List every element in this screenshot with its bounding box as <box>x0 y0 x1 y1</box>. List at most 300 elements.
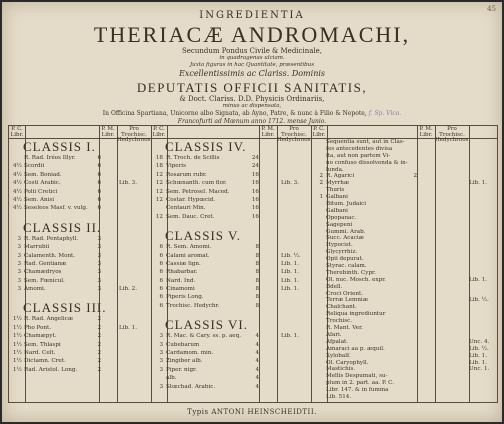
pc-amount: 12 <box>155 213 163 220</box>
table-row <box>315 229 493 236</box>
table-row <box>315 187 493 194</box>
ingredient-name: Afari. <box>326 331 342 338</box>
table-row <box>13 252 153 260</box>
pc-amount: 1½ <box>13 358 22 365</box>
class-heading: CLASSIS III. <box>23 300 107 316</box>
ingredient-name: Chamædryos <box>24 269 62 276</box>
pc-amount: 4½ <box>13 205 22 212</box>
ingredient-name: Trochisc. <box>326 318 353 325</box>
closing-text: Libr. 147. & in fumma <box>326 387 389 394</box>
pc-amount: 12 <box>155 180 163 187</box>
pm-amount: 6 <box>97 188 101 195</box>
ingredient-name: Seseleos Masf. v. vulg. <box>24 205 88 212</box>
ingredient-name: Afpalat. <box>326 338 349 345</box>
pm-amount: 16 <box>251 188 259 195</box>
trochisc-weight: Lib. 2. <box>119 286 137 293</box>
table-row <box>315 346 493 353</box>
pc-amount: 1½ <box>13 341 22 348</box>
header-pm-3: P. M. Libr. <box>419 126 433 138</box>
ingredient-name: Bitum. Judaici <box>326 201 367 208</box>
ingredient-name: Dictamn. Cret. <box>24 358 66 365</box>
pm-amount: 2 <box>97 366 101 373</box>
header-pc-2: P. C. Libr. <box>152 126 166 138</box>
table-row <box>315 325 493 332</box>
header-line-4: in quadragenas ulciam. <box>219 55 285 61</box>
table-row <box>155 162 309 170</box>
pm-amount: 8 <box>255 302 259 309</box>
pc-amount: 6 <box>159 252 163 259</box>
trochisc-weight: Lib. 1. <box>281 333 299 340</box>
class-5-rows <box>155 243 309 310</box>
ingredient-name: R. Agarici <box>326 173 355 180</box>
pc-amount: 3 <box>159 333 163 340</box>
table-row <box>315 353 493 360</box>
table-row <box>155 383 309 391</box>
closing-text: Mellis Despumati, su- <box>326 373 388 380</box>
ingredient-name: Gummi. Arab. <box>326 228 366 235</box>
ingredient-name: R. Troch. de Scillis <box>166 155 220 161</box>
header-line-9: minus ac dispensata, <box>222 103 282 109</box>
pc-amount: 1 <box>319 194 323 201</box>
ingredient-name: Reliqua ingrediuntur <box>326 311 386 318</box>
ingredient-name: Nard. Celt. <box>24 350 56 357</box>
trochisc-weight: Lib. 1. <box>281 260 299 267</box>
table-row <box>315 263 493 270</box>
intro-line <box>315 160 493 167</box>
ingredient-name: Myrrhæ <box>326 180 350 187</box>
class-heading: CLASSIS IV. <box>165 139 247 154</box>
pm-amount: 16 <box>251 171 259 178</box>
table-row <box>155 188 309 196</box>
ingredient-name: R. Sem. Amomi. <box>166 244 212 251</box>
pm-amount: 6 <box>97 155 101 161</box>
table-row <box>155 268 309 276</box>
header-pc-3: P. C. Libr. <box>312 126 326 138</box>
table-row <box>315 222 493 229</box>
ingredient-name: Rhabarbar. <box>166 269 198 276</box>
intro-text: Sequentia sunt, aut in Clas- <box>326 139 405 145</box>
ingredient-name: Sem. Petrosel. Maced. <box>166 188 230 195</box>
side-weight: Lib. 1. <box>469 359 487 366</box>
ingredient-name: Pho Pont. <box>24 324 52 331</box>
pm-amount: 4 <box>255 341 259 348</box>
title-line-1: INGREDIENTIA <box>199 10 305 21</box>
pc-amount: 18 <box>155 155 163 161</box>
class-heading: CLASSIS II. <box>23 219 102 235</box>
ingredient-name: Ol. nuc. Mosch. expr. <box>326 276 386 283</box>
pm-amount: 6 <box>97 171 101 178</box>
trochisc-weight: Lib. 3. <box>281 180 299 187</box>
intro-text: lunda. <box>326 166 344 173</box>
pc-amount: 2 <box>319 180 323 187</box>
table-row <box>13 188 153 196</box>
table-row <box>315 235 493 242</box>
ingredient-name: Zingiber alb. <box>166 358 203 365</box>
table-row <box>13 196 153 204</box>
pc-amount: 3 <box>159 350 163 357</box>
ingredient-name: Calamenth. Mont. <box>24 252 76 259</box>
header-pc-1: P. C. Libr. <box>10 126 24 138</box>
table-row <box>13 285 153 293</box>
pm-amount: 16 <box>251 205 259 212</box>
header-pt-2: Pro Trochisc. Hedychroos. <box>277 126 313 143</box>
class-heading: CLASSIS VI. <box>165 317 249 333</box>
pm-amount: 16 <box>251 180 259 187</box>
table-row <box>13 260 153 268</box>
header-line-6: Excellentissimis ac Clariss. Dominis <box>178 69 326 78</box>
trochisc-weight: Lib. ½. <box>281 252 301 259</box>
pm-amount: 8 <box>255 260 259 267</box>
ingredient-name: R. Mac. & Cary. ss. p. aeq. <box>166 333 241 340</box>
trochisc-weight: Lib. 3. <box>119 180 137 187</box>
pc-amount: 6 <box>159 294 163 301</box>
ingredient-name: R. Rad. Iréos Illyr. <box>24 155 76 161</box>
table-row <box>155 204 309 212</box>
pm-amount: 8 <box>255 244 259 251</box>
ingredient-name: Ol. Caryophyll. <box>326 359 369 366</box>
trochisc-weight: Lib. 1. <box>281 269 299 276</box>
pc-amount: 6 <box>159 277 163 284</box>
pm-amount: 6 <box>97 180 101 187</box>
pm-amount: 6 <box>97 196 101 203</box>
pm-amount: 3 <box>97 260 101 267</box>
class-1-rows <box>13 154 153 213</box>
table-row <box>315 304 493 311</box>
pc-amount: 12 <box>155 188 163 195</box>
ingredient-name: Cassiæ lign. <box>166 260 201 267</box>
handwritten-signature: f. Sp. Vica. <box>368 110 402 117</box>
pc-amount: 3 <box>17 244 21 251</box>
pm-amount: 6 <box>97 163 101 170</box>
title-line-2: THERIACÆ ANDROMACHI, <box>93 22 411 47</box>
intro-line <box>315 167 493 174</box>
pc-amount: 18 <box>155 163 163 170</box>
table-row <box>155 154 309 162</box>
pm-amount: 4 <box>255 333 259 340</box>
table-row <box>315 249 493 256</box>
page-number: 45 <box>487 5 496 13</box>
table-row <box>315 318 493 325</box>
ingredient-name: Piper. nigr. <box>166 366 197 373</box>
table-row <box>155 243 309 251</box>
table-row <box>315 270 493 277</box>
pc-amount: 3 <box>159 358 163 365</box>
pm-amount: 24 <box>251 155 259 161</box>
table-row <box>13 366 153 374</box>
header-pm-1: P. M. Libr. <box>101 126 115 138</box>
pc-amount: 3 <box>17 235 21 242</box>
table-row <box>13 171 153 179</box>
ingredient-name: Croci Orient. <box>326 290 364 297</box>
side-weight: Unc. 4. <box>469 338 490 345</box>
pc-amount: 4½ <box>13 196 22 203</box>
closing-line <box>315 394 493 401</box>
pc-amount: 4½ <box>13 188 22 195</box>
table-row <box>13 235 153 243</box>
ingredient-name: Terræ Lemniæ <box>326 297 368 304</box>
trochisc-weight: Lib. 1. <box>119 324 137 331</box>
pm-amount: 8 <box>255 294 259 301</box>
ingredient-name: Sem. Thlaspi <box>24 341 61 348</box>
ingredient-name: Nard. Ind. <box>166 277 196 284</box>
pm-amount: 4 <box>255 375 259 382</box>
ingredient-name: Sem. Anisi <box>24 196 55 203</box>
pc-amount: 3 <box>159 366 163 373</box>
table-row <box>13 268 153 276</box>
ingredient-name: Opopanac. <box>326 214 357 221</box>
pm-amount: 2 <box>97 358 101 365</box>
pm-amount: 2 <box>97 341 101 348</box>
pm-amount: 8 <box>255 277 259 284</box>
ingredient-name: Marrubii <box>24 244 50 251</box>
pm-amount: 2 <box>413 173 417 180</box>
header-pm-2: P. M. Libr. <box>261 126 275 138</box>
pc-amount: 3 <box>17 277 21 284</box>
intro-line <box>315 146 493 153</box>
table-row <box>315 208 493 215</box>
header-pt-1: Pro Trochisc. Hedychroos. <box>117 126 153 143</box>
table-row <box>155 341 309 349</box>
class-4-rows <box>155 154 309 221</box>
class-heading: CLASSIS I. <box>23 139 96 154</box>
table-row <box>13 243 153 251</box>
ingredient-name: Sem. Boniad. <box>24 171 62 178</box>
pm-amount: 16 <box>251 196 259 203</box>
table-row <box>315 332 493 339</box>
ingredient-name: Costar. Hypœcid. <box>166 196 216 203</box>
table-row <box>155 179 309 187</box>
ingredient-name: Rad. Gentianæ <box>24 260 67 267</box>
intro-line <box>315 153 493 160</box>
table-row <box>13 277 153 285</box>
intro-line <box>315 139 493 146</box>
pm-amount: 3 <box>97 277 101 284</box>
pc-amount: 1½ <box>13 350 22 357</box>
pm-amount: 16 <box>251 213 259 220</box>
ingredient-name: Polii Cretici <box>24 188 58 195</box>
class-3-rows <box>13 315 153 374</box>
pm-amount: 4 <box>255 358 259 365</box>
table-row <box>155 213 309 221</box>
ingredient-name: Costi Arabic. <box>24 180 61 187</box>
ingredient-name: Calami aromat. <box>166 252 210 259</box>
ingredient-name: Cinamomi <box>166 286 195 293</box>
header-pt-3: Pro Trochisc. Hedychroos. <box>435 126 471 143</box>
ingredient-name: Piperis Long. <box>166 294 204 301</box>
ingredient-name: Scordii <box>24 163 45 170</box>
ingredient-name: Chamæpyt. <box>24 333 57 340</box>
column-3-closing <box>315 373 493 401</box>
table-row <box>155 277 309 285</box>
pm-amount: 2 <box>97 316 101 323</box>
pm-amount: 2 <box>97 350 101 357</box>
ingredient-name: R. Rad. Pentaphyll. <box>24 235 79 242</box>
table-row <box>13 162 153 170</box>
pm-amount: 3 <box>97 286 101 293</box>
ingredient-name: Amaraci aa p. æquil. <box>326 345 385 352</box>
side-weight: Lib. 1. <box>469 352 487 359</box>
ingredient-name: Xylobalf. <box>326 352 351 359</box>
table-row <box>155 171 309 179</box>
pm-amount: 8 <box>255 286 259 293</box>
pm-amount: 8 <box>255 269 259 276</box>
class-6-rows <box>155 332 309 391</box>
table-row <box>155 302 309 310</box>
table-row <box>315 215 493 222</box>
ingredient-name: Galbani <box>326 207 348 214</box>
table-row <box>315 311 493 318</box>
pc-amount: 3 <box>17 269 21 276</box>
pm-amount: 2 <box>97 324 101 331</box>
table-row <box>13 341 153 349</box>
table-row <box>315 242 493 249</box>
header-line-8: & Doct. Clariss. D.D. Physicis Ordinariis, <box>179 95 325 103</box>
pm-amount: 4 <box>255 350 259 357</box>
ingredient-name: Galbani <box>326 194 348 201</box>
pc-amount: 6 <box>159 286 163 293</box>
table-row <box>315 339 493 346</box>
document-sheet <box>2 2 502 422</box>
side-weight: Unc. 1. <box>469 366 490 373</box>
pc-amount: 12 <box>155 196 163 203</box>
closing-text: Lib. 514. <box>326 393 352 400</box>
pc-amount: 6 <box>159 302 163 309</box>
ingredient-name: Hypocist. <box>326 242 353 249</box>
class-heading: CLASSIS V. <box>165 228 241 244</box>
table-row <box>315 277 493 284</box>
pm-amount: 3 <box>97 244 101 251</box>
table-row <box>13 332 153 340</box>
intro-text: fes antecedentes divisa <box>326 145 393 152</box>
closing-line <box>315 387 493 394</box>
header-line-10-text: In Officina Spartiana, Unicorne albo Signata, ab Ayno, Patre, & nunc à Filio & Nepote, <box>102 110 367 117</box>
closing-line <box>315 373 493 380</box>
pc-amount: 3 <box>17 252 21 259</box>
trochisc-weight: Lib. 1. <box>281 277 299 284</box>
pm-amount: 3 <box>97 235 101 242</box>
table-row <box>155 260 309 268</box>
pc-amount: 1½ <box>13 324 22 331</box>
ingredient-name: Chalchant. <box>326 304 357 311</box>
table-row <box>155 196 309 204</box>
table-row <box>315 284 493 291</box>
pc-amount: 6 <box>159 260 163 267</box>
table-row <box>13 154 153 162</box>
pm-amount: 6 <box>97 205 101 212</box>
table-row <box>155 349 309 357</box>
class-2-rows <box>13 235 153 294</box>
column-3 <box>315 139 493 401</box>
table-row <box>155 332 309 340</box>
ingredient-name: Cubebarum <box>166 341 200 348</box>
table-row <box>13 179 153 187</box>
ingredient-name: Cardamom. min. <box>166 350 214 357</box>
column-1 <box>13 139 153 374</box>
ingredient-name: Viperis <box>166 163 186 170</box>
ingredient-name: Sem. Fœnicul. <box>24 277 65 284</box>
header-line-5: Juxta figuras in hac Quantitate, præsentibus <box>189 62 315 68</box>
table-row <box>315 201 493 208</box>
pc-amount: 1½ <box>13 366 22 373</box>
side-weight: Lib. 1. <box>469 276 487 283</box>
table-row <box>155 374 309 382</box>
pm-amount: 2 <box>97 333 101 340</box>
pc-amount: 12 <box>155 171 163 178</box>
closing-text: plum in 2. part. aa. P. C. <box>326 380 395 387</box>
header-line-11: Francofurti ad Mœnum anno 1712. mense Junio. <box>177 118 327 125</box>
table-row <box>155 285 309 293</box>
ingredient-name: Trochisc. Hedychr. <box>166 302 220 309</box>
intro-text: ita, aut non partem Vi- <box>326 152 391 159</box>
side-weight: Lib. ½. <box>469 297 489 304</box>
closing-line <box>315 380 493 387</box>
pc-amount: 3 <box>17 260 21 267</box>
ingredient-name: Thuris <box>326 187 345 194</box>
pm-amount: 3 <box>97 269 101 276</box>
header-line-7: DEPUTATIS OFFICII SANITATIS, <box>136 80 368 95</box>
side-weight: Lib. ½. <box>469 345 489 352</box>
table-row <box>315 297 493 304</box>
pc-amount: 4½ <box>13 180 22 187</box>
pm-amount: 4 <box>255 366 259 373</box>
table-row <box>155 357 309 365</box>
column-3-intro <box>315 139 493 173</box>
table-row <box>13 357 153 365</box>
ingredient-name: R. Mant. Ver. <box>326 325 363 332</box>
pm-amount: 4 <box>255 383 259 390</box>
pc-amount: 3 <box>159 341 163 348</box>
intro-text: no confuso dissolvenda & in- <box>326 159 408 166</box>
ingredient-name: Bdell. <box>326 283 343 290</box>
pc-amount: 3 <box>159 383 163 390</box>
trochisc-weight: Lib. 1. <box>281 286 299 293</box>
printer-imprint: Typis ANTONI HEINSCHEIDTII. <box>187 408 317 416</box>
pc-amount: 1½ <box>13 316 22 323</box>
pc-amount: 6 <box>159 269 163 276</box>
ingredient-name: Amomi. <box>24 286 46 293</box>
table-row <box>315 194 493 201</box>
column-2 <box>155 139 309 391</box>
subtitle: Secundum Pondus Civile & Medicinale, <box>181 47 322 55</box>
ingredient-name: Styrac. calam. <box>326 263 367 270</box>
table-row <box>315 360 493 367</box>
ingredient-name: Rad. Aristol. Long. <box>24 366 78 373</box>
ingredient-name: Schœnanth. cum flor. <box>166 180 227 187</box>
ingredient-name: Succ. Acaciæ <box>326 235 364 242</box>
table-row <box>315 366 493 373</box>
pc-amount: 4½ <box>13 171 22 178</box>
ingredient-name: Stœchad. Arabic. <box>166 383 216 390</box>
ingredient-name: Sagepeni <box>326 221 353 228</box>
pm-amount: 8 <box>255 252 259 259</box>
ingredient-name: Glycyrrhiz. <box>326 249 358 256</box>
side-weight: Lib. 1. <box>469 180 487 187</box>
table-row <box>155 252 309 260</box>
column-3-rows <box>315 173 493 373</box>
table-row <box>13 204 153 212</box>
ingredient-name: Therebinth. Cypr. <box>326 269 376 276</box>
table-row <box>13 324 153 332</box>
table-row <box>155 293 309 301</box>
table-row <box>155 366 309 374</box>
table-row <box>13 349 153 357</box>
table-row <box>13 315 153 323</box>
table-row <box>315 256 493 263</box>
ingredient-name: R. Rad. Angelicæ <box>24 316 74 323</box>
ingredient-name: Centauri Min. <box>166 205 206 212</box>
ingredient-name: Mastichis. <box>326 366 356 373</box>
pc-amount: 3 <box>17 286 21 293</box>
